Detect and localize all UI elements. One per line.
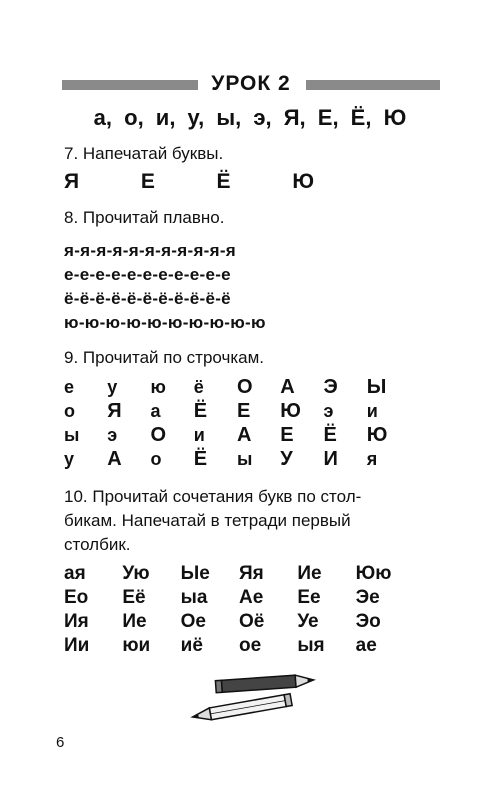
task-9-row — [64, 399, 410, 423]
task-9-letter: о — [150, 449, 162, 469]
task-9-letter: Ы — [366, 376, 387, 398]
task-9-letter: я — [366, 449, 378, 469]
task-10-syllable: ае — [355, 635, 377, 656]
task-10-syllable: Ую — [122, 563, 150, 584]
task-10-syllable: Эе — [355, 587, 380, 608]
task-8-instruction: 8. Прочитай плавно. — [64, 208, 225, 227]
task-9-letter: о — [64, 401, 75, 421]
task-9-letter: э — [107, 425, 118, 445]
pencils-icon — [180, 668, 330, 728]
task-9-letter: А — [280, 376, 295, 398]
task-9-letter: ы — [64, 425, 80, 445]
task-9-instruction: 9. Прочитай по строчкам. — [64, 348, 265, 367]
task-10-syllable: ыя — [297, 635, 325, 656]
task-9-letter-grid — [64, 375, 410, 471]
task-10-syllable: ое — [238, 635, 262, 656]
lesson-letters: а, о, и, у, ы, э, Я, Е, Ё, Ю — [93, 105, 407, 130]
task-10-row — [64, 610, 414, 634]
task-9-letter: А — [237, 424, 252, 446]
task-9-letter: ы — [237, 449, 253, 469]
task-10-syllable: Ее — [297, 587, 321, 608]
task-10-row — [64, 586, 414, 610]
task-10-row — [64, 634, 414, 658]
task-10-syllable: Ео — [64, 587, 89, 608]
task-9-letter: э — [323, 401, 334, 421]
task-10-row — [64, 562, 414, 586]
task-9-letter: А — [107, 448, 122, 470]
task-9-letter: Ё — [193, 400, 208, 422]
lesson-title: УРОК 2 — [211, 72, 291, 95]
task-10-instruction-line: 10. Прочитай сочетания букв по стол- — [64, 487, 362, 506]
task-10-instruction-line: столбик. — [64, 535, 131, 554]
task-10-syllable-grid — [64, 562, 414, 658]
task-10-syllable: Уе — [297, 611, 319, 632]
task-10-syllable: юи — [122, 635, 151, 656]
task-10-syllable: Ые — [180, 563, 210, 584]
task-10-syllable: Ии — [64, 635, 90, 656]
task-10-syllable: Ия — [64, 611, 89, 632]
pencils-illustration — [180, 668, 330, 728]
task-9-letter: и — [366, 401, 378, 421]
task-9-letter: Ю — [366, 424, 388, 446]
task-7-letter: Ю — [292, 170, 314, 193]
task-9-letter: Ю — [280, 400, 301, 422]
task-9-letter: Ё — [323, 424, 337, 446]
task-10-syllable: иё — [180, 635, 203, 656]
task-9-letter: У — [280, 448, 293, 470]
task-9-row — [64, 447, 410, 471]
task-7-letter: Е — [140, 170, 155, 193]
task-8-line: е-е-е-е-е-е-е-е-е-е-е — [64, 265, 231, 284]
task-10-syllable: Ое — [180, 611, 207, 632]
task-8-line: ё-ё-ё-ё-ё-ё-ё-ё-ё-ё-ё — [64, 289, 231, 308]
task-9-letter: Я — [107, 400, 122, 422]
task-9-letter: е — [64, 377, 75, 397]
task-7-instruction: 7. Напечатай буквы. — [64, 144, 224, 163]
task-9-letter: ю — [150, 377, 166, 397]
task-8-line: ю-ю-ю-ю-ю-ю-ю-ю-ю-ю — [64, 313, 266, 332]
header-bar-right — [306, 80, 440, 90]
task-9-letter: а — [150, 401, 161, 421]
task-9-letter: Э — [323, 376, 338, 398]
task-10-syllable: ыа — [180, 587, 208, 608]
task-9-letter: и — [193, 425, 205, 445]
task-10-syllable: ая — [64, 563, 86, 584]
task-8-line: я-я-я-я-я-я-я-я-я-я-я — [64, 241, 237, 260]
task-7-letter: Я — [64, 170, 80, 193]
lesson-header — [62, 74, 440, 96]
task-10-syllable: Юю — [355, 563, 392, 584]
task-10-syllable: Её — [122, 587, 146, 608]
task-9-row — [64, 423, 410, 447]
task-10-syllable: Яя — [238, 563, 264, 584]
task-9-letter: ё — [193, 377, 204, 397]
task-7-letter: Ё — [216, 170, 231, 193]
task-9-letter: О — [150, 424, 167, 446]
task-7-letters — [64, 170, 314, 194]
task-10-syllable: Оё — [238, 611, 265, 632]
task-9-row — [64, 375, 410, 399]
task-10-syllable: Ие — [297, 563, 322, 584]
task-9-letter: Е — [280, 424, 294, 446]
task-10-syllable: Эо — [355, 611, 381, 632]
task-9-letter: Е — [237, 400, 251, 422]
task-10-syllable: Ае — [238, 587, 264, 608]
page-number: 6 — [56, 734, 65, 751]
task-10-instruction-line: бикам. Напечатай в тетради первый — [64, 511, 351, 530]
task-9-letter: у — [64, 449, 75, 469]
task-9-letter: И — [323, 448, 338, 470]
task-9-letter: Ё — [193, 448, 208, 470]
task-10-syllable: Ие — [122, 611, 147, 632]
task-9-letter: О — [237, 376, 253, 398]
task-9-letter: у — [107, 377, 118, 397]
